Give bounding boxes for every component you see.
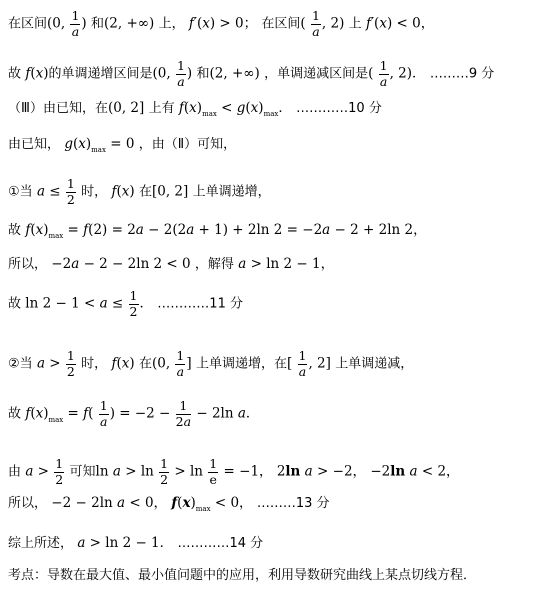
text: 故 xyxy=(8,406,22,422)
fraction: $\frac{1}{a}$ xyxy=(176,348,185,379)
text: 可知 xyxy=(69,464,96,480)
text: 上， xyxy=(158,16,185,32)
line-10: 故 $f(x)_{max} = f$( $\frac{1}{a}$ ) = −2 − $\frac{1}{2a}$ − 2ln a． xyxy=(8,398,260,429)
line-1: 在区间(0, $\frac{1}{a}$ ) 和(2, +∞) 上， f′(x) > 0； 在区间( $\frac{1}{a}$ , 2) 上 f′(x) < 0， xyxy=(8,8,435,39)
text: ①当 xyxy=(8,184,33,200)
line-11: 由 a > $\frac{1}{2}$ 可知ln a > ln $\frac{1}{2}$ > ln $\frac{1}{e}$ = −1， 2ln a > −2， −2ln a < 2， xyxy=(8,456,460,487)
line-2: 故 f(x)的单调递增区间是(0, $\frac{1}{a}$ ) 和(2, +∞) ，单调递减区间是( $\frac{1}{a}$ , 2)． ………9 分 xyxy=(8,58,495,89)
line-6: 故 $f(x)_{max} = f(2) = 2a - 2(2a + 1) + 2\ln$ 2 = −2a − 2 + 2ln 2， xyxy=(8,222,427,240)
text: 所以， xyxy=(8,257,48,272)
text: ②当 xyxy=(8,356,33,372)
text: …………11 分 xyxy=(157,296,243,312)
text: 和 xyxy=(196,66,210,82)
text: 综上所述， xyxy=(8,536,74,551)
text: 在 xyxy=(138,184,152,200)
text: 考点：导数在最大值、最小值问题中的应用，利用导数研究曲线上某点切线方程． xyxy=(8,568,477,583)
fraction: $\frac{1}{2a}$ xyxy=(175,398,192,429)
line-14 xyxy=(8,569,476,583)
text: ………9 分 xyxy=(429,66,495,82)
fraction: $\frac{1}{e}$ xyxy=(209,456,218,487)
fraction: $\frac{1}{a}$ xyxy=(71,8,80,39)
fraction: $\frac{1}{a}$ xyxy=(298,348,307,379)
text: 在区间 xyxy=(261,16,301,32)
line-5: ①当 a ≤ $\frac{1}{2}$ 时， f(x) 在[0, 2] 上单调递增， xyxy=(8,176,271,207)
line-3: （Ⅲ）由已知，在(0, 2] 上有 $f(x)_{max} < g(x)_{max}$． …………10 分 xyxy=(8,100,382,118)
text: 时， xyxy=(81,356,108,372)
text: 由已知， xyxy=(8,137,61,152)
line-9: ②当 a > $\frac{1}{2}$ 时， f(x) 在(0, $\frac{1}{a}$ ] 上单调递增，在[ $\frac{1}{a}$ , 2] 上单调递减， xyxy=(8,348,414,379)
text: 在区间 xyxy=(8,16,48,32)
text: ，解得 xyxy=(194,257,234,272)
text: …………10 分 xyxy=(296,101,382,116)
text: 故 xyxy=(8,66,22,82)
text: 故 xyxy=(8,296,22,312)
fraction: $\frac{1}{a}$ xyxy=(311,8,320,39)
line-4: 由已知， $g(x)_{max} = 0$ ，由（Ⅱ）可知， xyxy=(8,136,237,154)
text: 所以， xyxy=(8,496,48,511)
fraction: $\frac{1}{2}$ xyxy=(160,456,169,487)
text: ，单调递减区间是 xyxy=(264,66,369,82)
text: ，由（Ⅱ）可知， xyxy=(138,137,237,152)
fraction: $\frac{1}{a}$ xyxy=(379,58,388,89)
text: …………14 分 xyxy=(177,536,264,551)
fraction: $\frac{1}{a}$ xyxy=(99,398,108,429)
text: 的单调递增区间是 xyxy=(48,66,153,82)
fraction: $\frac{1}{a}$ xyxy=(176,58,185,89)
text: 故 xyxy=(8,223,22,238)
line-13: 综上所述， a > ln 2 − 1． …………14 分 xyxy=(8,535,264,551)
line-8: 故 ln 2 − 1 < a ≤ $\frac{1}{2}$ ． …………11 分 xyxy=(8,288,243,319)
fraction: $\frac{1}{2}$ xyxy=(55,456,64,487)
text: ………13 分 xyxy=(256,496,330,511)
text: 上单调递增，在 xyxy=(195,356,287,372)
text: 由 xyxy=(8,464,22,480)
fraction: $\frac{1}{2}$ xyxy=(129,288,138,319)
text: 上有 xyxy=(148,101,175,116)
text: （Ⅲ）由已知，在 xyxy=(8,101,108,116)
text: 上 xyxy=(348,16,362,32)
text: 上单调递增， xyxy=(192,184,271,200)
line-7: 所以， −2a − 2 − 2ln 2 < 0 ，解得 a > ln 2 − 1， xyxy=(8,256,335,272)
fraction: $\frac{1}{2}$ xyxy=(66,176,75,207)
text: 在 xyxy=(138,356,152,372)
text: 和 xyxy=(90,16,104,32)
line-12: 所以， −2 − 2ln a < 0， $f(x)_{max} < 0$， ………13 分 xyxy=(8,495,330,513)
text: 时， xyxy=(81,184,108,200)
fraction: $\frac{1}{2}$ xyxy=(66,348,75,379)
text: 上单调递减， xyxy=(335,356,414,372)
